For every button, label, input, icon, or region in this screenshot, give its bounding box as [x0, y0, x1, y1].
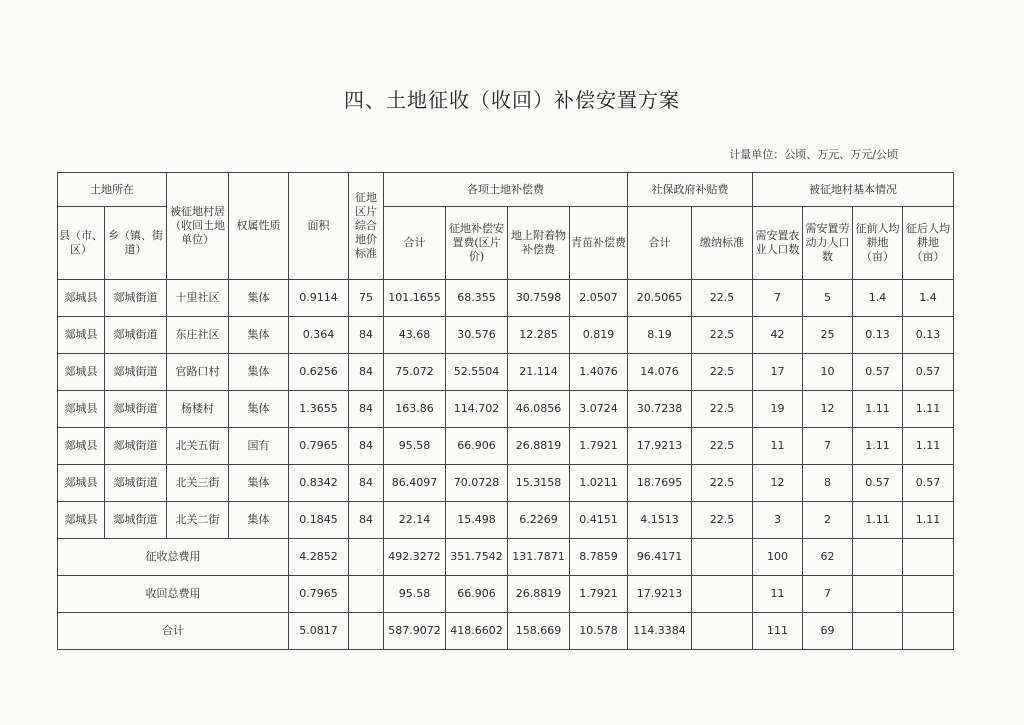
cell-social-standard: 22.5: [692, 354, 753, 391]
summary-labor-pop: 7: [803, 576, 853, 613]
header-land-after: 征后人均耕地（亩）: [903, 207, 954, 280]
cell-land-after: 1.11: [903, 502, 954, 539]
summary-row: [58, 576, 954, 613]
summary-empty-cell: [853, 613, 903, 650]
summary-empty-cell: [853, 539, 903, 576]
compensation-table: [57, 172, 954, 650]
cell-social-standard: 22.5: [692, 428, 753, 465]
cell-social-standard: 22.5: [692, 465, 753, 502]
cell-county: 郯城县: [58, 280, 105, 317]
cell-land-after: 0.57: [903, 465, 954, 502]
cell-land-before: 1.11: [853, 502, 903, 539]
cell-village: 杨楼村: [167, 391, 229, 428]
table-row: [58, 391, 954, 428]
cell-county: 郯城县: [58, 465, 105, 502]
cell-comp-crops: 1.7921: [570, 428, 628, 465]
summary-comp-total: 95.58: [384, 576, 446, 613]
summary-empty-cell: [853, 576, 903, 613]
cell-social-total: 20.5065: [628, 280, 692, 317]
cell-land-after: 1.11: [903, 391, 954, 428]
cell-farm-pop: 19: [753, 391, 803, 428]
cell-social-standard: 22.5: [692, 317, 753, 354]
cell-area: 0.7965: [289, 428, 349, 465]
table-row: [58, 465, 954, 502]
cell-ownership: 国有: [229, 428, 289, 465]
cell-comp-land: 30.576: [446, 317, 508, 354]
cell-social-total: 8.19: [628, 317, 692, 354]
page-title: 四、土地征收（收回）补偿安置方案: [344, 88, 680, 112]
summary-comp-land: 418.6602: [446, 613, 508, 650]
cell-comp-attached: 21.114: [508, 354, 570, 391]
cell-land-after: 0.13: [903, 317, 954, 354]
header-area: 面积: [289, 173, 349, 280]
summary-comp-total: 492.3272: [384, 539, 446, 576]
cell-price: 84: [349, 428, 384, 465]
cell-comp-attached: 46.0856: [508, 391, 570, 428]
cell-area: 0.8342: [289, 465, 349, 502]
cell-comp-land: 70.0728: [446, 465, 508, 502]
cell-social-standard: 22.5: [692, 280, 753, 317]
summary-empty-cell: [692, 613, 753, 650]
cell-comp-crops: 1.4076: [570, 354, 628, 391]
header-village-group: 被征地村基本情况: [753, 173, 954, 207]
summary-comp-crops: 1.7921: [570, 576, 628, 613]
cell-county: 郯城县: [58, 317, 105, 354]
cell-township: 郯城街道: [105, 465, 167, 502]
cell-social-total: 18.7695: [628, 465, 692, 502]
cell-comp-attached: 26.8819: [508, 428, 570, 465]
summary-social-total: 114.3384: [628, 613, 692, 650]
summary-empty-cell: [349, 539, 384, 576]
cell-labor-pop: 10: [803, 354, 853, 391]
cell-village: 北关五街: [167, 428, 229, 465]
summary-empty-cell: [349, 576, 384, 613]
table-row: [58, 354, 954, 391]
summary-empty-cell: [903, 576, 954, 613]
header-social-standard: 缴纳标准: [692, 207, 753, 280]
summary-social-total: 96.4171: [628, 539, 692, 576]
cell-area: 0.6256: [289, 354, 349, 391]
header-comp-crops: 青苗补偿费: [570, 207, 628, 280]
cell-village: 官路口村: [167, 354, 229, 391]
summary-area: 0.7965: [289, 576, 349, 613]
table-row: [58, 317, 954, 354]
cell-social-standard: 22.5: [692, 502, 753, 539]
cell-labor-pop: 12: [803, 391, 853, 428]
cell-comp-attached: 12.285: [508, 317, 570, 354]
cell-land-before: 0.13: [853, 317, 903, 354]
cell-comp-land: 15.498: [446, 502, 508, 539]
summary-comp-attached: 131.7871: [508, 539, 570, 576]
header-labor-pop: 需安置劳动力人口数: [803, 207, 853, 280]
header-village: 被征地村居（收回土地单位）: [167, 173, 229, 280]
summary-empty-cell: [692, 539, 753, 576]
cell-area: 1.3655: [289, 391, 349, 428]
cell-comp-crops: 0.4151: [570, 502, 628, 539]
summary-comp-crops: 10.578: [570, 613, 628, 650]
cell-land-before: 1.11: [853, 391, 903, 428]
summary-farm-pop: 111: [753, 613, 803, 650]
cell-area: 0.364: [289, 317, 349, 354]
summary-area: 4.2852: [289, 539, 349, 576]
cell-comp-total: 95.58: [384, 428, 446, 465]
cell-comp-land: 114.702: [446, 391, 508, 428]
header-ownership: 权属性质: [229, 173, 289, 280]
unit-note: 计量单位：公顷、万元、万元/公顷: [729, 148, 898, 161]
summary-label: 征收总费用: [58, 539, 289, 576]
cell-comp-total: 43.68: [384, 317, 446, 354]
cell-land-before: 1.11: [853, 428, 903, 465]
cell-county: 郯城县: [58, 502, 105, 539]
cell-social-total: 17.9213: [628, 428, 692, 465]
cell-area: 0.9114: [289, 280, 349, 317]
summary-empty-cell: [903, 613, 954, 650]
summary-empty-cell: [692, 576, 753, 613]
table-row: [58, 280, 954, 317]
cell-village: 北关二街: [167, 502, 229, 539]
table-row: [58, 502, 954, 539]
cell-ownership: 集体: [229, 391, 289, 428]
cell-comp-total: 86.4097: [384, 465, 446, 502]
summary-comp-attached: 158.669: [508, 613, 570, 650]
cell-social-total: 14.076: [628, 354, 692, 391]
cell-price: 75: [349, 280, 384, 317]
cell-land-after: 0.57: [903, 354, 954, 391]
cell-ownership: 集体: [229, 280, 289, 317]
header-compensation-group: 各项土地补偿费: [384, 173, 628, 207]
cell-village: 北关三街: [167, 465, 229, 502]
summary-comp-crops: 8.7859: [570, 539, 628, 576]
cell-comp-crops: 2.0507: [570, 280, 628, 317]
cell-ownership: 集体: [229, 317, 289, 354]
table-row: [58, 428, 954, 465]
summary-labor-pop: 62: [803, 539, 853, 576]
cell-county: 郯城县: [58, 354, 105, 391]
cell-social-standard: 22.5: [692, 391, 753, 428]
cell-township: 郯城街道: [105, 391, 167, 428]
cell-labor-pop: 8: [803, 465, 853, 502]
cell-farm-pop: 42: [753, 317, 803, 354]
cell-comp-total: 75.072: [384, 354, 446, 391]
cell-township: 郯城街道: [105, 317, 167, 354]
cell-farm-pop: 7: [753, 280, 803, 317]
header-comp-attached: 地上附着物补偿费: [508, 207, 570, 280]
cell-labor-pop: 5: [803, 280, 853, 317]
cell-area: 0.1845: [289, 502, 349, 539]
cell-land-before: 0.57: [853, 465, 903, 502]
header-social-total: 合计: [628, 207, 692, 280]
cell-farm-pop: 17: [753, 354, 803, 391]
cell-land-after: 1.4: [903, 280, 954, 317]
summary-social-total: 17.9213: [628, 576, 692, 613]
cell-comp-attached: 6.2269: [508, 502, 570, 539]
cell-ownership: 集体: [229, 354, 289, 391]
cell-comp-land: 68.355: [446, 280, 508, 317]
header-county: 县（市、区）: [58, 207, 105, 280]
cell-comp-total: 163.86: [384, 391, 446, 428]
summary-label: 合计: [58, 613, 289, 650]
cell-social-total: 30.7238: [628, 391, 692, 428]
cell-price: 84: [349, 502, 384, 539]
summary-comp-land: 351.7542: [446, 539, 508, 576]
cell-comp-crops: 3.0724: [570, 391, 628, 428]
cell-comp-attached: 15.3158: [508, 465, 570, 502]
cell-land-before: 0.57: [853, 354, 903, 391]
cell-county: 郯城县: [58, 391, 105, 428]
cell-farm-pop: 12: [753, 465, 803, 502]
header-comp-total: 合计: [384, 207, 446, 280]
cell-ownership: 集体: [229, 502, 289, 539]
cell-labor-pop: 25: [803, 317, 853, 354]
cell-labor-pop: 2: [803, 502, 853, 539]
header-social-group: 社保政府补贴费: [628, 173, 753, 207]
cell-land-before: 1.4: [853, 280, 903, 317]
header-price-standard: 征地区片综合地价标准: [349, 173, 384, 280]
header-township: 乡（镇、街道）: [105, 207, 167, 280]
cell-comp-total: 22.14: [384, 502, 446, 539]
header-land-location: 土地所在: [58, 173, 167, 207]
summary-comp-total: 587.9072: [384, 613, 446, 650]
summary-comp-attached: 26.8819: [508, 576, 570, 613]
cell-township: 郯城街道: [105, 428, 167, 465]
summary-row: [58, 539, 954, 576]
summary-empty-cell: [349, 613, 384, 650]
cell-comp-total: 101.1655: [384, 280, 446, 317]
summary-area: 5.0817: [289, 613, 349, 650]
cell-price: 84: [349, 465, 384, 502]
cell-county: 郯城县: [58, 428, 105, 465]
cell-price: 84: [349, 391, 384, 428]
cell-comp-land: 66.906: [446, 428, 508, 465]
header-farm-pop: 需安置农业人口数: [753, 207, 803, 280]
cell-farm-pop: 11: [753, 428, 803, 465]
cell-township: 郯城街道: [105, 502, 167, 539]
cell-land-after: 1.11: [903, 428, 954, 465]
header-land-before: 征前人均耕地（亩）: [853, 207, 903, 280]
summary-comp-land: 66.906: [446, 576, 508, 613]
cell-township: 郯城街道: [105, 280, 167, 317]
header-comp-land: 征地补偿安置费(区片价): [446, 207, 508, 280]
summary-labor-pop: 69: [803, 613, 853, 650]
cell-labor-pop: 7: [803, 428, 853, 465]
cell-township: 郯城街道: [105, 354, 167, 391]
cell-village: 东庄社区: [167, 317, 229, 354]
cell-price: 84: [349, 317, 384, 354]
cell-farm-pop: 3: [753, 502, 803, 539]
cell-price: 84: [349, 354, 384, 391]
cell-comp-crops: 1.0211: [570, 465, 628, 502]
summary-farm-pop: 11: [753, 576, 803, 613]
cell-social-total: 4.1513: [628, 502, 692, 539]
summary-farm-pop: 100: [753, 539, 803, 576]
summary-row: [58, 613, 954, 650]
cell-village: 十里社区: [167, 280, 229, 317]
summary-empty-cell: [903, 539, 954, 576]
cell-comp-attached: 30.7598: [508, 280, 570, 317]
cell-comp-land: 52.5504: [446, 354, 508, 391]
cell-ownership: 集体: [229, 465, 289, 502]
summary-label: 收回总费用: [58, 576, 289, 613]
cell-comp-crops: 0.819: [570, 317, 628, 354]
